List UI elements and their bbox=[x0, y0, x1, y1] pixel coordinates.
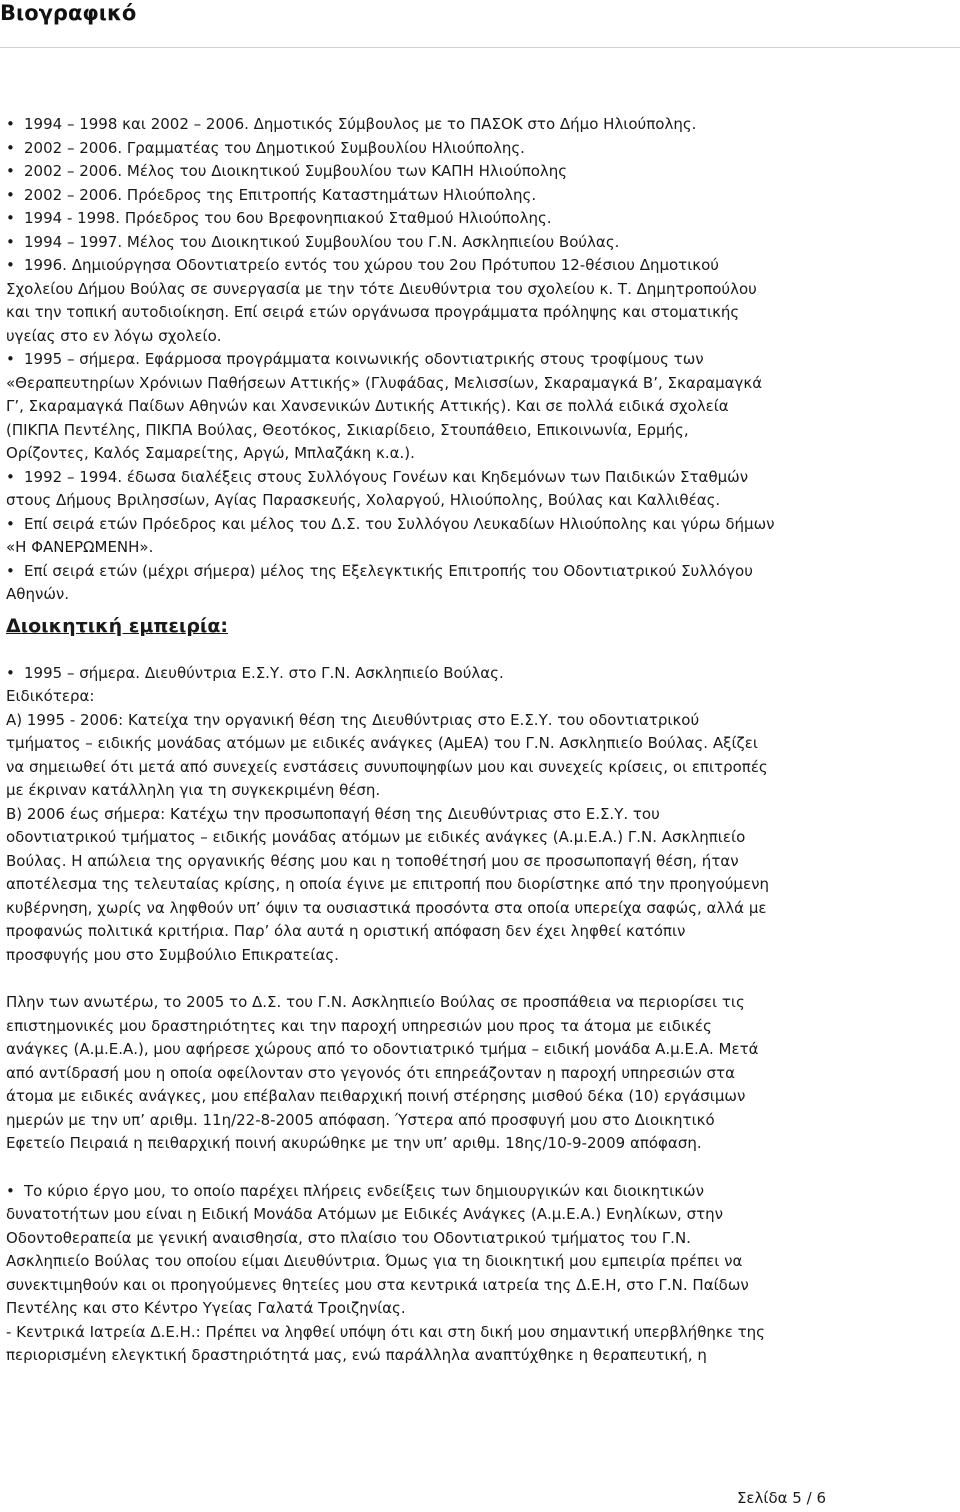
line-text: από αντίδρασή μου η οποία οφείλονταν στο γεγονός ότι επηρεάζονταν η παροχή υπηρεσιών στα bbox=[6, 1063, 735, 1082]
line-text: 2002 – 2006. Μέλος του Διοικητικού Συμβουλίου των ΚΑΠΗ Ηλιούπολης bbox=[24, 162, 568, 180]
text-line bbox=[6, 489, 956, 513]
main-work-paragraph bbox=[6, 1180, 956, 1368]
text-line bbox=[6, 991, 956, 1015]
line-text: Σχολείου Δήμου Βούλας σε συνεργασία με την τότε Διευθύντρια του σχολείου κ. Τ. Δημητροπούλου bbox=[6, 279, 757, 298]
line-text: Β) 2006 έως σήμερα: Κατέχω την προσωποπαγή θέση της Διευθύντριας στο Ε.Σ.Υ. του bbox=[6, 804, 660, 823]
line-text: Βούλας. Η απώλεια της οργανικής θέσης μου και η τοποθέτησή μου σε προσωποπαγή θέση, ήταν bbox=[6, 851, 739, 870]
line-text: «Θεραπευτηρίων Χρόνιων Παθήσεων Αττικής» (Γλυφάδας, Μελισσίων, Σκαραμαγκά Β’, Σκαραμαγκά bbox=[6, 373, 763, 392]
title-divider bbox=[0, 47, 960, 48]
line-text: Οδοντοθεραπεία με γενική αναισθησία, στο πλαίσιο του Οδοντιατρικού τμήματος του Γ.Ν. bbox=[6, 1228, 691, 1247]
spacer bbox=[6, 1156, 956, 1180]
political-activity-list bbox=[6, 113, 956, 607]
list-item bbox=[6, 113, 956, 137]
line-text: ημερών με την υπ’ αριθμ. 11η/22-8-2005 απόφαση. Ύστερα από προσφυγή μου στο Διοικητικό bbox=[6, 1110, 715, 1129]
text-line bbox=[6, 1227, 956, 1251]
text-line bbox=[6, 1297, 956, 1321]
list-item bbox=[6, 137, 956, 161]
line-text: «Η ΦΑΝΕΡΩΜΕΝΗ». bbox=[6, 538, 154, 556]
text-line bbox=[6, 709, 956, 733]
text-line bbox=[6, 301, 956, 325]
text-line bbox=[6, 325, 956, 349]
list-item bbox=[6, 160, 956, 184]
line-text: τμήματος – ειδικής μονάδας ατόμων με ειδικές ανάγκες (ΑμΕΑ) του Γ.Ν. Ασκληπιείο Βούλας. Αξίζει bbox=[6, 734, 758, 752]
line-text: Εφετείο Πειραιά η πειθαρχική ποινή ακυρώθηκε με την υπ’ αριθμ. 18ης/10-9-2009 απόφαση. bbox=[6, 1134, 702, 1152]
text-line bbox=[6, 395, 956, 419]
list-item bbox=[6, 560, 956, 584]
spacer bbox=[6, 967, 956, 991]
disciplinary-case-paragraph bbox=[6, 991, 956, 1156]
line-text: προφανώς πολιτικά κριτήρια. Παρ’ όλα αυτά η οριστική απόφαση δεν έχει ληφθεί κατόπιν bbox=[6, 922, 686, 940]
list-item bbox=[6, 184, 956, 208]
line-text: Το κύριο έργο μου, το οποίο παρέχει πλήρεις ενδείξεις των δημιουργικών και διοικητικών bbox=[24, 1181, 704, 1200]
line-text: επιστημονικές μου δραστηριότητες και την παροχή υπηρεσιών μου προς τα άτομα με ειδικές bbox=[6, 1016, 712, 1035]
line-text: στους Δήμους Βριλησσίων, Αγίας Παρασκευής, Χολαργού, Ηλιούπολης, Βούλας και Καλλιθέας. bbox=[6, 491, 721, 509]
text-line bbox=[6, 1321, 956, 1345]
line-text: οδοντιατρικού τμήματος – ειδικής μονάδας ατόμων με ειδικές ανάγκες (Α.μ.Ε.Α.) Γ.Ν. Ασκληπιείο bbox=[6, 828, 746, 846]
text-line bbox=[6, 442, 956, 466]
list-item bbox=[6, 1180, 956, 1204]
line-text: υγείας στο εν λόγω σχολείο. bbox=[6, 326, 222, 345]
text-line bbox=[6, 1344, 956, 1368]
list-item bbox=[6, 231, 956, 255]
text-line bbox=[6, 1274, 956, 1298]
line-text: 2002 – 2006. Γραμματέας του Δημοτικού Συμβουλίου Ηλιούπολης. bbox=[24, 138, 525, 157]
page-title: Βιογραφικό bbox=[0, 1, 137, 25]
line-text: 1994 – 1997. Μέλος του Διοικητικού Συμβουλίου του Γ.Ν. Ασκληπιείου Βούλας. bbox=[24, 232, 620, 251]
text-line bbox=[6, 1085, 956, 1109]
line-text: με έκριναν κατάλληλη για τη συγκεκριμένη θέση. bbox=[6, 781, 381, 799]
text-line bbox=[6, 372, 956, 396]
bullet-icon: • bbox=[6, 1181, 15, 1200]
text-line bbox=[6, 419, 956, 443]
bullet-icon: • bbox=[6, 185, 15, 204]
line-text: Γ’, Σκαραμαγκά Παίδων Αθηνών και Χανσενικών Δυτικής Αττικής). Και σε πολλά ειδικά σχολεία bbox=[6, 397, 729, 415]
text-line bbox=[6, 583, 956, 607]
list-item bbox=[6, 513, 956, 537]
line-text: άτομα με ειδικές ανάγκες, μου επέβαλαν πειθαρχική ποινή στέρησης μισθού δέκα (10) εργάσιμων bbox=[6, 1087, 746, 1105]
line-text: Πεντέλης και στο Κέντρο Υγείας Γαλατά Τροιζηνίας. bbox=[6, 1299, 406, 1317]
text-line bbox=[6, 826, 956, 850]
text-line bbox=[6, 1203, 956, 1227]
spacer bbox=[6, 640, 956, 662]
list-item bbox=[6, 466, 956, 490]
line-text: Ορίζοντες, Καλός Σαμαρείτης, Αργώ, Μπλαζάκη κ.α.). bbox=[6, 444, 415, 462]
page-number: Σελίδα 5 / 6 bbox=[736, 1489, 826, 1507]
line-text: κυβέρνηση, χωρίς να ληφθούν υπ’ όψιν τα ουσιαστικά προσόντα στα οποία υπερείχα σαφώς, αλλά με bbox=[6, 898, 767, 917]
bullet-icon: • bbox=[6, 162, 15, 180]
line-text: προσφυγής μου στο Συμβούλιο Επικρατείας. bbox=[6, 945, 339, 964]
document-body bbox=[6, 113, 956, 1368]
line-text: Αθηνών. bbox=[6, 585, 70, 603]
text-line bbox=[6, 756, 956, 780]
bullet-icon: • bbox=[6, 256, 15, 274]
text-line bbox=[6, 536, 956, 560]
text-line bbox=[6, 1250, 956, 1274]
list-item bbox=[6, 348, 956, 372]
line-text: να σημειωθεί ότι μετά από συνεχείς ενστάσεις συνυποψηφίων μου και συνεχείς κρίσεις, οι επιτροπές bbox=[6, 757, 768, 776]
bullet-icon: • bbox=[6, 138, 15, 157]
text-line bbox=[6, 685, 956, 709]
list-item bbox=[6, 207, 956, 231]
line-text: Ασκληπιείο Βούλας του οποίου είμαι Διευθύντρια. Όμως για τη διοικητική μου εμπειρία πρέπει να bbox=[6, 1252, 743, 1270]
text-line bbox=[6, 1015, 956, 1039]
text-line bbox=[6, 850, 956, 874]
bullet-icon: • bbox=[6, 561, 15, 580]
text-line bbox=[6, 1062, 956, 1086]
text-line bbox=[6, 1132, 956, 1156]
text-line bbox=[6, 873, 956, 897]
bullet-icon: • bbox=[6, 115, 15, 133]
list-item bbox=[6, 254, 956, 278]
bullet-icon: • bbox=[6, 467, 15, 486]
bullet-icon: • bbox=[6, 514, 15, 533]
administrative-experience-block bbox=[6, 662, 956, 968]
text-line bbox=[6, 278, 956, 302]
line-text: Επί σειρά ετών Πρόεδρος και μέλος του Δ.Σ. του Συλλόγου Λευκαδίων Ηλιούπολης και γύρω δήμων bbox=[24, 514, 775, 533]
text-line bbox=[6, 897, 956, 921]
text-line bbox=[6, 779, 956, 803]
line-text: 2002 – 2006. Πρόεδρος της Επιτροπής Καταστημάτων Ηλιούπολης. bbox=[24, 185, 537, 204]
line-text: 1995 – σήμερα. Διευθύντρια Ε.Σ.Υ. στο Γ.Ν. Ασκληπιείο Βούλας. bbox=[24, 663, 504, 682]
line-text: ανάγκες (Α.μ.Ε.Α.), μου αφήρεσε χώρους από το οδοντιατρικό τμήμα – ειδική μονάδα Α.μ.Ε.Α. Μετά bbox=[6, 1040, 759, 1058]
text-line bbox=[6, 1038, 956, 1062]
text-line bbox=[6, 732, 956, 756]
line-text: (ΠΙΚΠΑ Πεντέλης, ΠΙΚΠΑ Βούλας, Θεοτόκος, Σικιαρίδειο, Στουπάθειο, Επικοινωνία, Ερμής, bbox=[6, 420, 689, 439]
line-text: Πλην των ανωτέρω, το 2005 το Δ.Σ. του Γ.Ν. Ασκληπιείο Βούλας σε προσπάθεια να περιορίσει τις bbox=[6, 993, 745, 1011]
line-text: - Κεντρικά Ιατρεία Δ.Ε.Η.: Πρέπει να ληφθεί υπόψη ότι και στη δική μου σημαντική υπερβλήθηκε της bbox=[6, 1322, 765, 1341]
line-text: και την τοπική αυτοδιοίκηση. Επί σειρά ετών οργάνωσα προγράμματα πρόληψης και στοματικής bbox=[6, 303, 740, 321]
bullet-icon: • bbox=[6, 209, 15, 227]
text-line bbox=[6, 920, 956, 944]
line-text: 1994 - 1998. Πρόεδρος του 6ου Βρεφονηπιακού Σταθμού Ηλιούπολης. bbox=[24, 209, 552, 227]
line-text: περιορισμένη ελεγκτική δραστηριότητά μας, ενώ παράλληλα αναπτύχθηκε η θεραπευτική, η bbox=[6, 1346, 707, 1364]
text-line bbox=[6, 803, 956, 827]
bullet-icon: • bbox=[6, 350, 15, 368]
line-text: δυνατοτήτων μου είναι η Ειδική Μονάδα Ατόμων με Ειδικές Ανάγκες (Α.μ.Ε.Α.) Ενηλίκων, στην bbox=[6, 1205, 724, 1223]
text-line bbox=[6, 944, 956, 968]
bullet-icon: • bbox=[6, 232, 15, 251]
line-text: συνεκτιμηθούν και οι προηγούμενες θητείες μου στα κεντρικά ιατρεία της Δ.Ε.Η, στο Γ.Ν. Παίδων bbox=[6, 1275, 749, 1294]
line-text: 1996. Δημιούργησα Οδοντιατρείο εντός του χώρου του 2ου Πρότυπου 12-θέσιου Δημοτικού bbox=[24, 256, 719, 274]
line-text: αποτέλεσμα της τελευταίας κρίσης, η οποία έγινε με επιτροπή που διορίστηκε από την προηγούμενη bbox=[6, 875, 769, 893]
text-line bbox=[6, 1109, 956, 1133]
line-text: 1992 – 1994. έδωσα διαλέξεις στους Συλλόγους Γονέων και Κηδεμόνων των Παιδικών Σταθμών bbox=[24, 467, 749, 486]
bullet-icon: • bbox=[6, 663, 15, 682]
line-text: Α) 1995 - 2006: Κατείχα την οργανική θέση της Διευθύντριας στο Ε.Σ.Υ. του οδοντιατρικού bbox=[6, 710, 700, 729]
line-text: 1995 – σήμερα. Εφάρμοσα προγράμματα κοινωνικής οδοντιατρικής στους τροφίμους των bbox=[24, 350, 704, 368]
line-text: Ειδικότερα: bbox=[6, 687, 95, 705]
section-heading-administrative-experience: Διοικητική εμπειρία: bbox=[6, 614, 228, 637]
line-text: 1994 – 1998 και 2002 – 2006. Δημοτικός Σύμβουλος με το ΠΑΣΟΚ στο Δήμο Ηλιούπολης. bbox=[24, 115, 697, 133]
list-item bbox=[6, 662, 956, 686]
line-text: Επί σειρά ετών (μέχρι σήμερα) μέλος της Εξελεγκτικής Επιτροπής του Οδοντιατρικού Συλλόγου bbox=[24, 561, 753, 580]
